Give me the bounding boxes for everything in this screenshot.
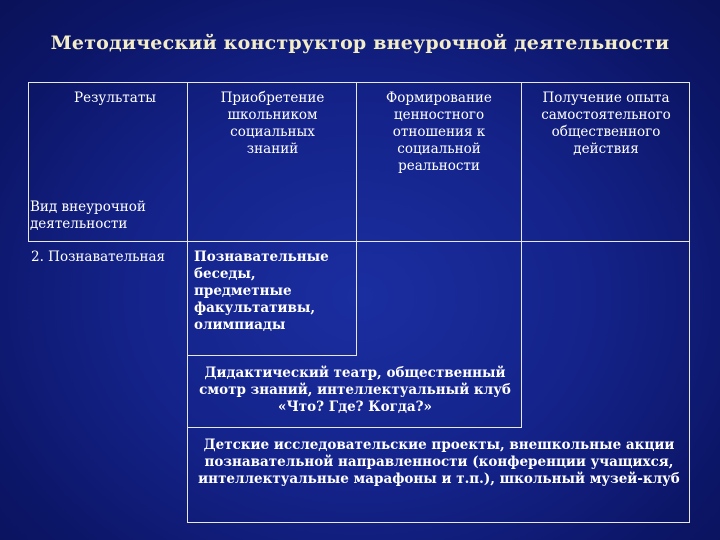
results-header: Результаты — [74, 90, 157, 106]
header-separator — [28, 241, 690, 242]
col-line-2-upper — [356, 82, 357, 242]
col-line-1 — [187, 82, 188, 523]
col-line-3-upper — [521, 82, 522, 242]
col-line-3-lower — [521, 241, 522, 428]
page-title: Методический конструктор внеурочной деятельности — [50, 32, 670, 54]
cognitive-level2-text: Дидактический театр, общественный смотр знаний, интеллектуальный клуб «Что? Где? Когда?» — [199, 365, 511, 415]
col-line-2-lower — [356, 241, 357, 356]
activity-type-cognitive: 2. Познавательная — [31, 249, 166, 265]
table-border-top — [28, 82, 690, 83]
column-header-value-attitude: Формирование ценностного отношения к социальной реальности — [386, 90, 492, 174]
step-line-1 — [187, 355, 357, 356]
table-border-right — [689, 82, 690, 523]
cognitive-level1-text: Познавательные беседы, предметные факультативы, олимпиады — [194, 249, 329, 333]
cognitive-level3-text: Детские исследовательские проекты, внешкольные акции познавательной направленности (конференции учащихся, интеллектуальные марафоны и т.п.), школьный музей-клуб — [198, 437, 680, 487]
table-border-left — [28, 82, 29, 242]
step-line-2 — [187, 427, 522, 428]
activity-type-header: Вид внеурочной деятельности — [30, 199, 146, 232]
column-header-social-knowledge: Приобретение школьником социальных знаний — [220, 90, 325, 157]
table-border-bottom — [187, 522, 690, 523]
column-header-social-action-experience: Получение опыта самостоятельного общественного действия — [541, 90, 671, 157]
